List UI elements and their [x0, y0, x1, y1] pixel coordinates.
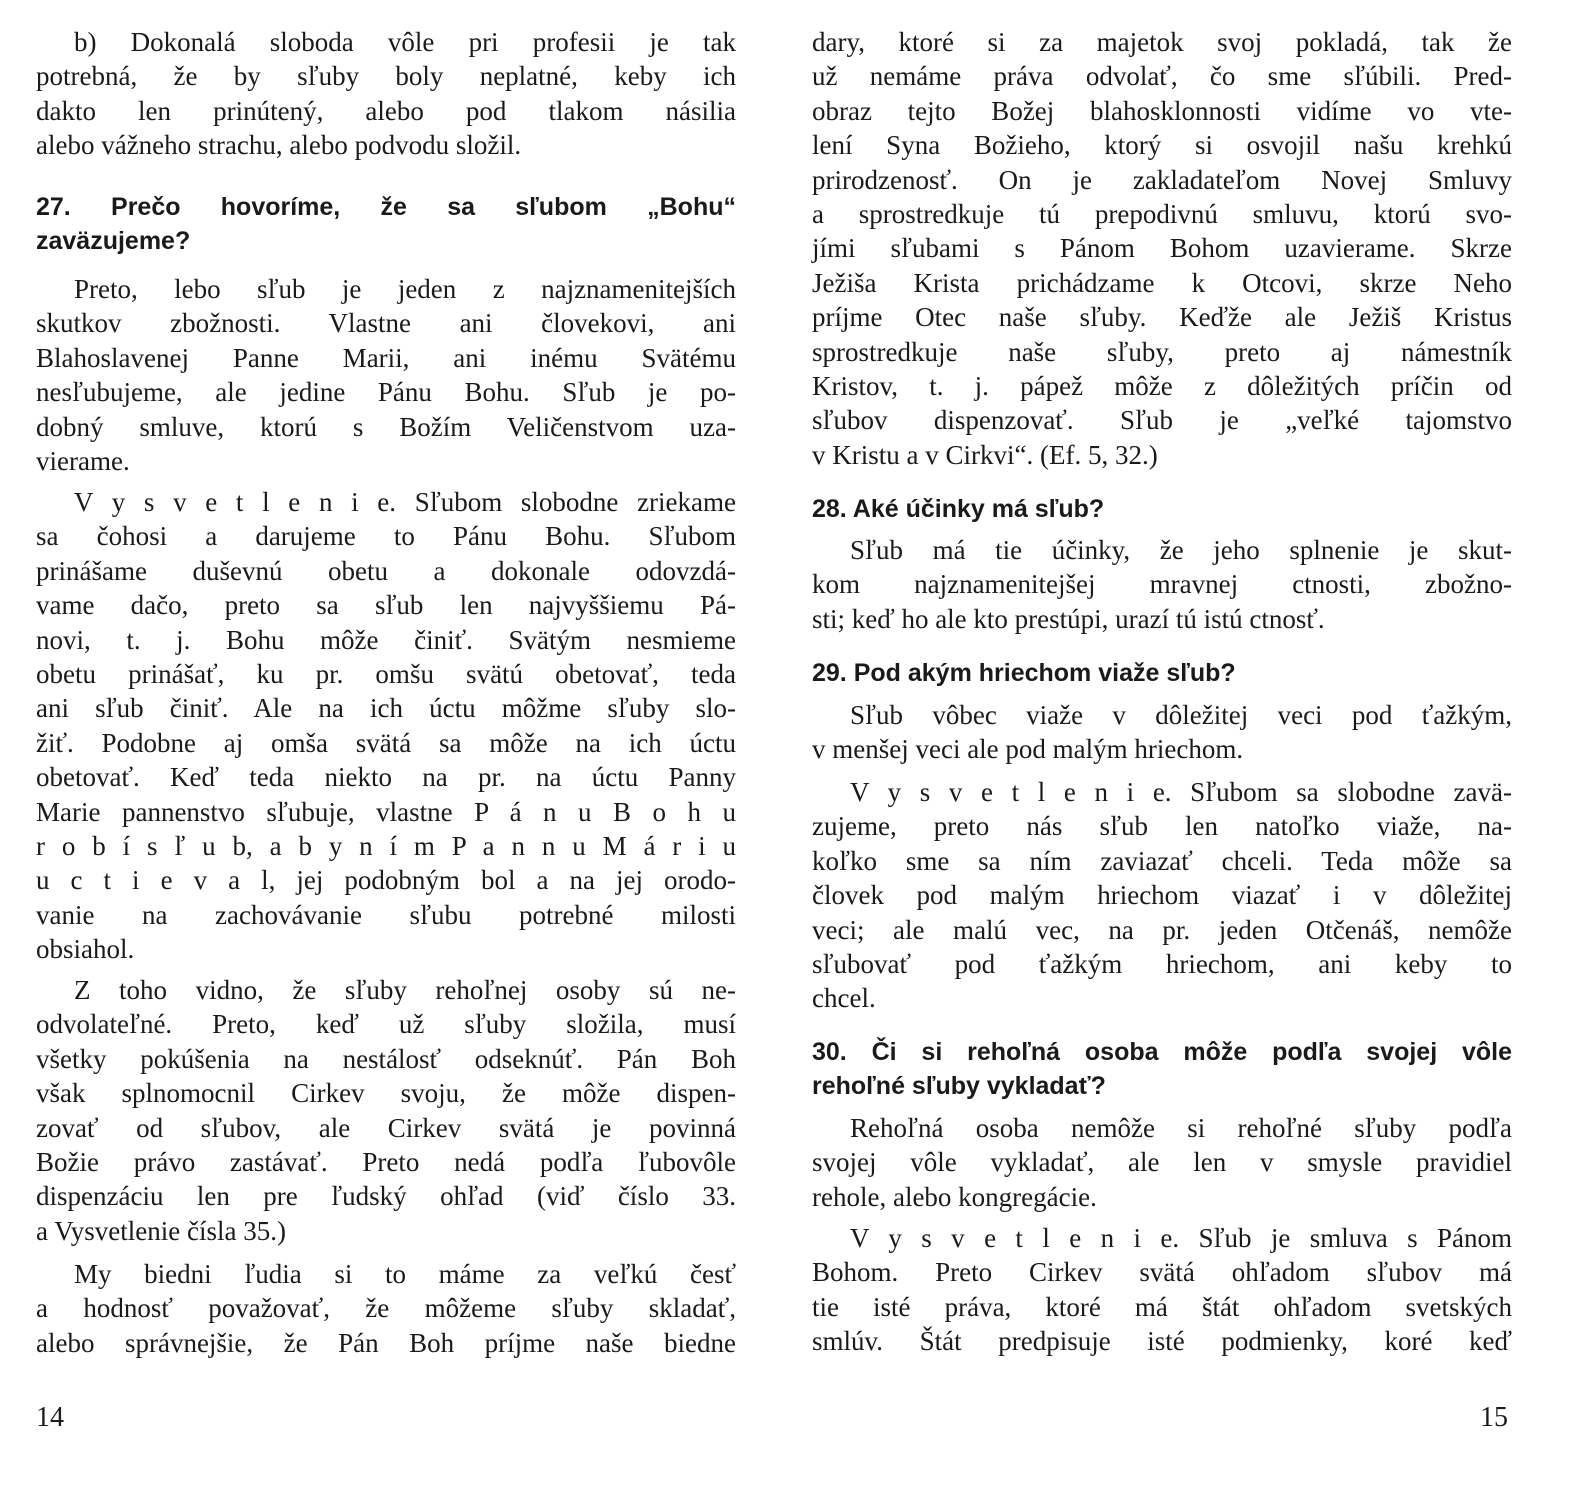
text-line: smlúv. Štát predpisuje isté podmienky, koré keď [812, 1326, 1512, 1357]
text-line: v Kristu a v Cirkvi“. (Ef. 5, 32.) [812, 439, 1158, 470]
text-line: 29. Pod akým hriechom viaže sľub? [812, 659, 1236, 687]
text-line: odvolateľné. Preto, keď už sľuby složila, musí [36, 1009, 736, 1040]
text-line: sa čohosi a darujeme to Pánu Bohu. Sľubom [36, 521, 736, 552]
paragraph [812, 533, 1512, 636]
text-line: Blahoslavenej Panne Marii, ani inému Svätému [36, 342, 736, 373]
text-line: a sprostredkuje tú prepodivnú smluvu, ktorú svo- [812, 198, 1512, 229]
text-line: Ježiša Krista prichádzame k Otcovi, skrze Neho [812, 267, 1512, 298]
paragraph [36, 272, 736, 478]
text-line: potrebná, že by sľuby boly neplatné, keby ich [36, 61, 736, 92]
text-line: v menšej veci ale pod malým hriechom. [812, 734, 1244, 765]
paragraph [812, 25, 1512, 472]
question-heading [812, 656, 1512, 690]
text-line: b) Dokonalá sloboda vôle pri profesii je tak [74, 27, 736, 57]
question-heading [812, 492, 1512, 526]
text-line: u c t i e v a l, jej podobným bol a na jej orodo- [36, 865, 736, 896]
text-line: obraz tejto Božej blahosklonnosti vidíme vo vte- [812, 95, 1512, 126]
text-line: vame dačo, preto sa sľub len najvyššiemu Pá- [36, 590, 736, 621]
text-line: V y s v e t l e n i e. Sľubom sa slobodne zavä- [850, 777, 1512, 807]
left-page-column [36, 0, 736, 1400]
text-line: chcel. [812, 983, 876, 1014]
text-line: zujeme, preto nás sľub len natoľko viaže, na- [812, 811, 1512, 842]
paragraph [812, 775, 1512, 1016]
text-line: prirodzenosť. On je zakladateľom Novej Smluvy [812, 164, 1512, 195]
text-line: Rehoľná osoba nemôže si rehoľné sľuby podľa [850, 1113, 1512, 1143]
text-line: lení Syna Božieho, ktorý si osvojil našu krehkú [812, 130, 1512, 161]
text-line: tie isté práva, ktoré má štát ohľadom svetských [812, 1291, 1512, 1322]
paragraph [812, 1221, 1512, 1359]
question-heading [812, 1035, 1512, 1104]
text-line: novi, t. j. Bohu môže činiť. Svätým nesmieme [36, 624, 736, 655]
text-line: obetu prinášať, ku pr. omšu svätú obetovať, teda [36, 658, 736, 689]
text-line: sti; keď ho ale kto prestúpi, urazí tú istú ctnosť. [812, 603, 1325, 634]
text-line: Marie pannenstvo sľubuje, vlastne P á n u B o h u [36, 796, 736, 827]
text-line: koľko sme sa ním zaviazať chceli. Teda môže sa [812, 845, 1512, 876]
text-line: rehoľné sľuby vykladať? [812, 1072, 1106, 1101]
paragraph [36, 485, 736, 966]
paragraph [812, 1111, 1512, 1214]
text-line: veci; ale malú vec, na pr. jeden Otčenáš, nemôže [812, 914, 1512, 945]
text-line: obsiahol. [36, 934, 135, 965]
text-line: ani sľub činiť. Ale na ich úctu môžme sľuby slo- [36, 693, 736, 724]
text-line: vanie na zachovávanie sľubu potrebné milosti [36, 899, 736, 930]
text-line: rehole, alebo kongregácie. [812, 1181, 1097, 1212]
text-line: Sľub má tie účinky, že jeho splnenie je skut- [850, 535, 1512, 565]
text-line: Preto, lebo sľub je jeden z najznamenitejších [74, 274, 736, 304]
text-line: dobný smluve, ktorú s Božím Veličenstvom uza- [36, 411, 736, 442]
text-line: sľubov dispenzovať. Sľub je „veľké tajomstvo [812, 405, 1512, 436]
paragraph [36, 25, 736, 163]
text-line: 27. Prečo hovoríme, že sa sľubom „Bohu“ [36, 193, 736, 221]
paragraph [36, 973, 736, 1248]
text-line: svojej vôle vykladať, ale len v smysle pravidiel [812, 1147, 1512, 1178]
text-line: dary, ktoré si za majetok svoj pokladá, tak že [812, 27, 1512, 57]
text-line: 30. Či si rehoľná osoba môže podľa svojej vôle [812, 1038, 1512, 1066]
text-line: skutkov zbožnosti. Vlastne ani človekovi, ani [36, 308, 736, 339]
text-line: V y s v e t l e n i e. Sľubom slobodne zriekame [74, 487, 736, 517]
text-line: dispenzáciu len pre ľudský ohľad (viď číslo 33. [36, 1181, 736, 1212]
right-page-column [812, 0, 1512, 1400]
text-line: žiť. Podobne aj omša svätá sa môže na ich úctu [36, 727, 736, 758]
paragraph [36, 1257, 736, 1360]
text-line: zaväzujeme? [36, 227, 191, 256]
text-line: sprostredkuje naše sľuby, preto aj námestník [812, 336, 1512, 367]
text-line: V y s v e t l e n i e. Sľub je smluva s Pánom [850, 1223, 1512, 1253]
text-line: príjme Otec naše sľuby. Keďže ale Ježiš Kristus [812, 302, 1512, 333]
text-line: alebo správnejšie, že Pán Boh príjme naše biedne [36, 1327, 736, 1358]
text-line: a hodnosť považovať, že môžeme sľuby skladať, [36, 1293, 736, 1324]
text-line: My biedni ľudia si to máme za veľkú česť [74, 1259, 736, 1289]
text-line: Z toho vidno, že sľuby rehoľnej osoby sú ne- [74, 975, 736, 1005]
text-line: už nemáme práva odvolať, čo sme sľúbili. Pred- [812, 61, 1512, 92]
question-heading [36, 190, 736, 259]
text-line: kom najznamenitejšej mravnej ctnosti, zbožno- [812, 569, 1512, 600]
text-line: jími sľubami s Pánom Bohom uzavierame. Skrze [812, 233, 1512, 264]
text-line: vierame. [36, 445, 130, 476]
text-line: nesľubujeme, ale jedine Pánu Bohu. Sľub je po- [36, 377, 736, 408]
text-line: r o b í s ľ u b, a b y n í m P a n n u M á r i u [36, 830, 736, 861]
text-line: prinášame duševnú obetu a dokonale odovzdá- [36, 555, 736, 586]
text-line: Božie právo zastávať. Preto nedá podľa ľubovôle [36, 1146, 736, 1177]
text-line: však splnomocnil Cirkev svoju, že môže dispen- [36, 1078, 736, 1109]
text-line: obetovať. Keď teda niekto na pr. na úctu Panny [36, 762, 736, 793]
text-line: a Vysvetlenie čísla 35.) [36, 1215, 286, 1246]
text-line: zovať od sľubov, ale Cirkev svätá je povinná [36, 1112, 736, 1143]
paragraph [812, 698, 1512, 767]
page-number-right: 15 [1480, 1402, 1508, 1433]
text-line: Bohom. Preto Cirkev svätá ohľadom sľubov má [812, 1257, 1512, 1288]
page-number-left: 14 [36, 1402, 64, 1433]
text-line: 28. Aké účinky má sľub? [812, 495, 1105, 523]
text-line: všetky pokúšenia na nestálosť odseknúť. Pán Boh [36, 1043, 736, 1074]
text-line: sľubovať pod ťažkým hriechom, ani keby to [812, 948, 1512, 979]
text-line: dakto len prinútený, alebo pod tlakom násilia [36, 95, 736, 126]
text-line: Sľub vôbec viaže v dôležitej veci pod ťažkým, [850, 700, 1512, 730]
text-line: Kristov, t. j. pápež môže z dôležitých príčin od [812, 370, 1512, 401]
text-line: alebo vážneho strachu, alebo podvodu složil. [36, 130, 522, 161]
text-line: človek pod malým hriechom viazať i v dôležitej [812, 880, 1512, 911]
